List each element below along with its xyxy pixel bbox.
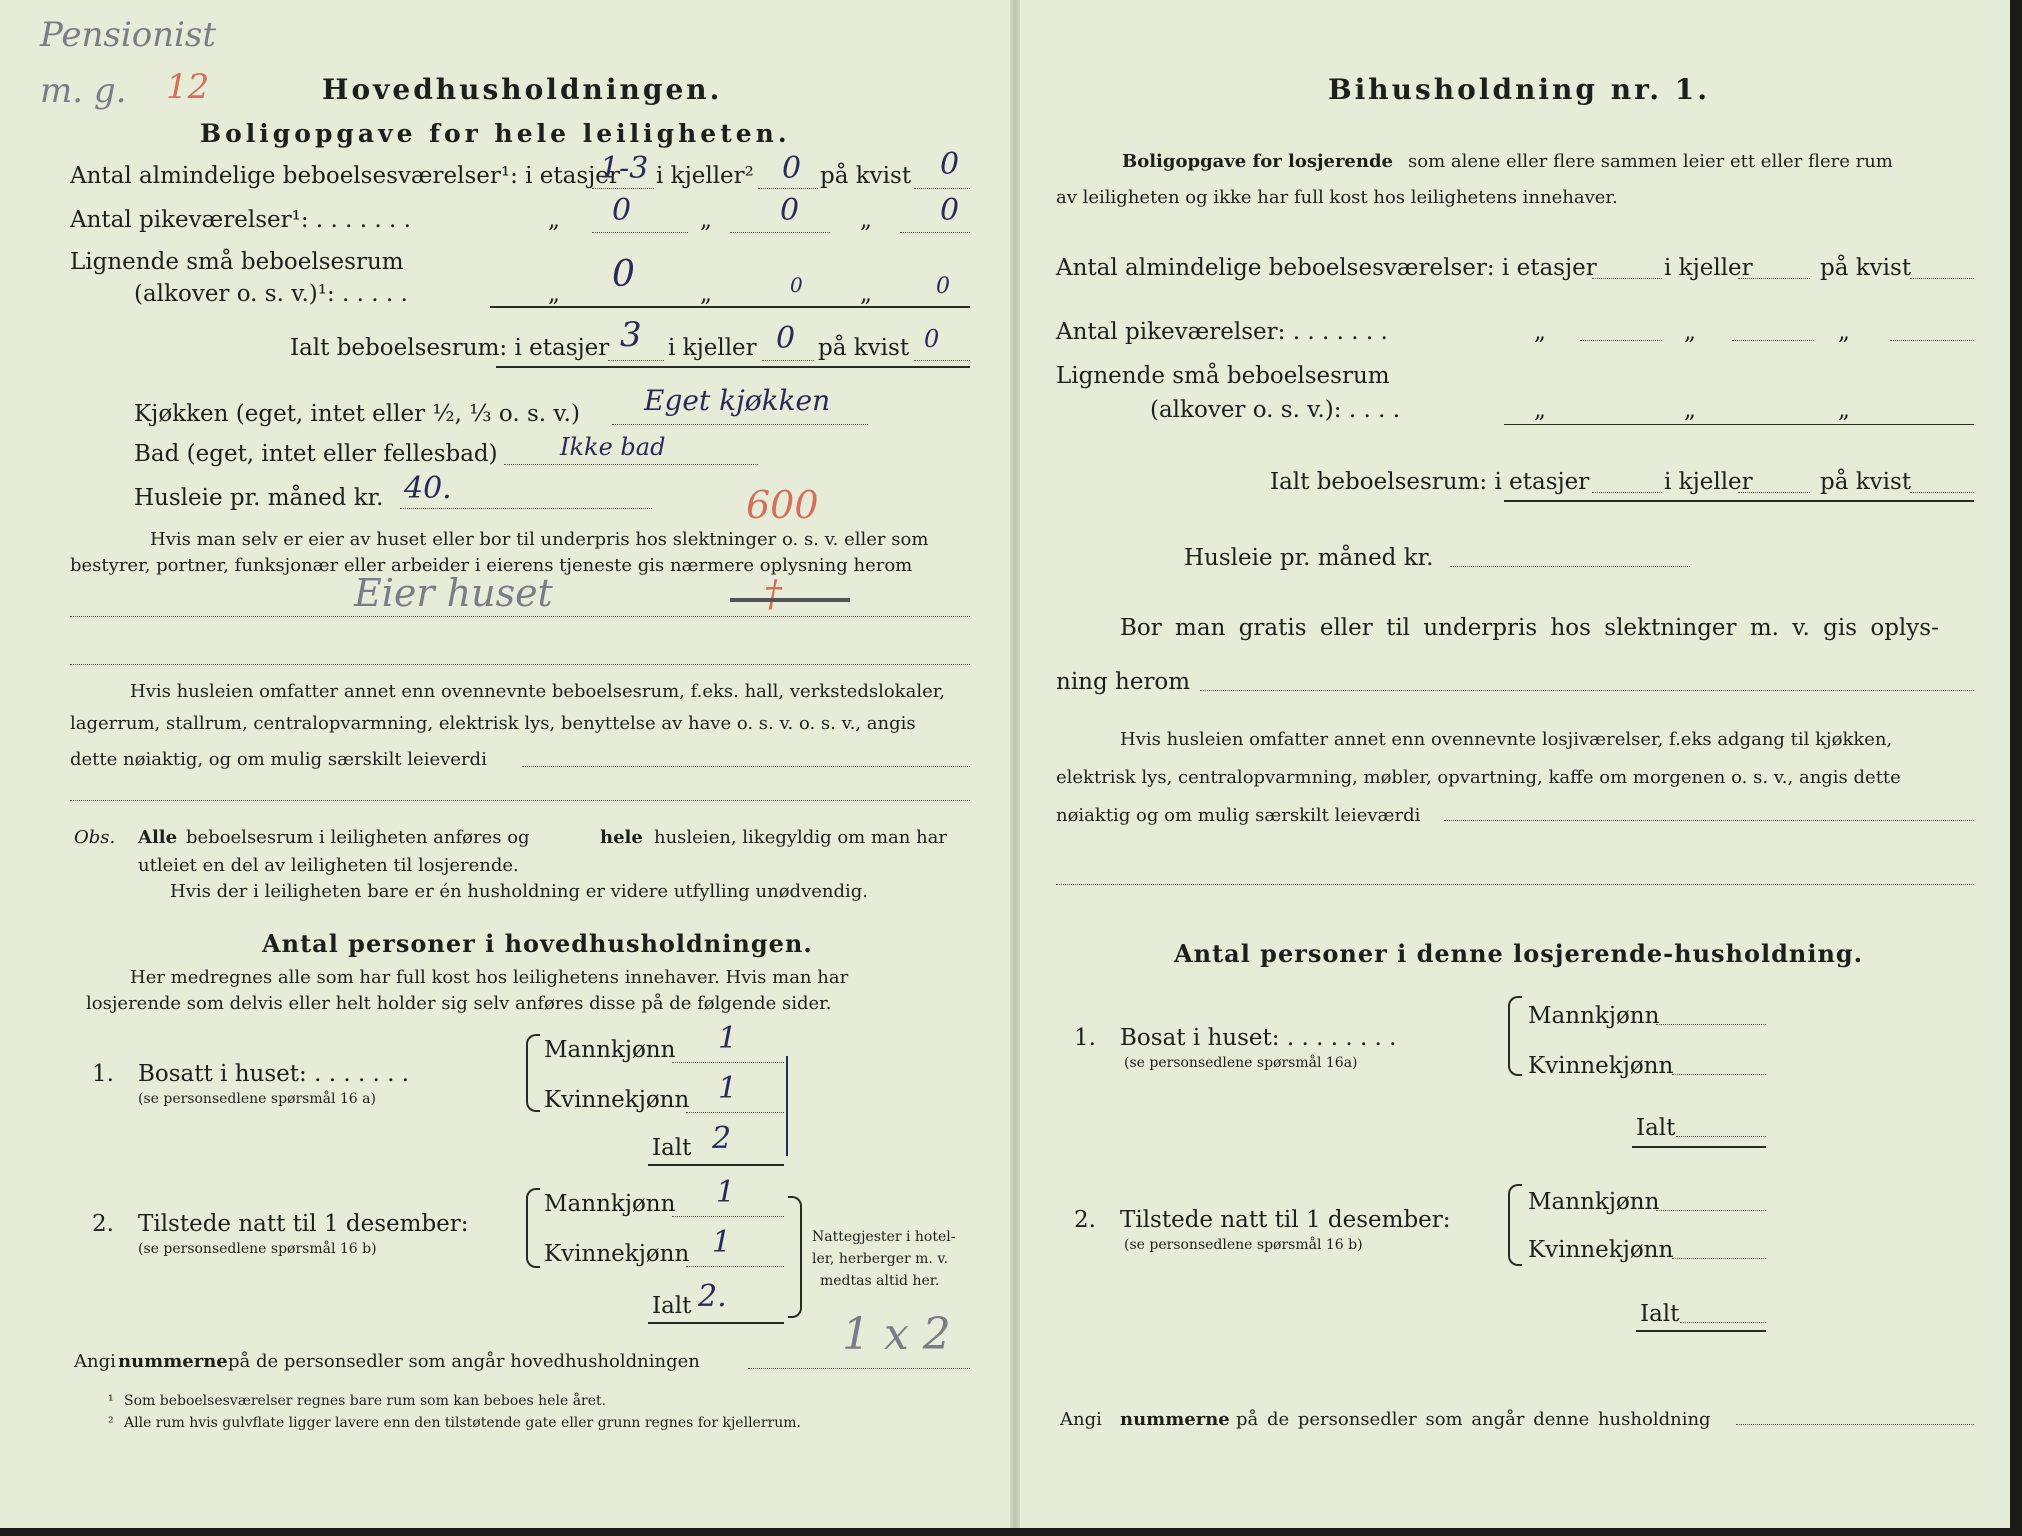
bath-label: Bad (eget, intet eller fellesbad) bbox=[134, 441, 498, 467]
present-label: Tilstede natt til 1 desember: bbox=[138, 1211, 469, 1237]
kitchen-label: Kjøkken (eget, intet eller ½, ⅓ o. s. v.) bbox=[134, 401, 580, 427]
ordinary-rooms-attic-value: 0 bbox=[940, 147, 960, 182]
maid-rooms-floors-value: 0 bbox=[612, 193, 632, 228]
sub-free-text-2: ning herom bbox=[1056, 669, 1191, 695]
total-rooms-attic-value: 0 bbox=[924, 325, 940, 353]
sub-present-label: Tilstede natt til 1 desember: bbox=[1120, 1207, 1451, 1233]
guests-note-3: medtas altid her. bbox=[820, 1273, 940, 1289]
margin-note-occupation: Pensionist bbox=[40, 15, 217, 55]
bath-value: Ikke bad bbox=[560, 433, 666, 461]
present-total-value: 2. bbox=[698, 1279, 727, 1314]
sub-free-text-1: Bor man gratis eller til underpris hos slektninger m. v. gis oplys- bbox=[1120, 615, 1939, 641]
sub-rent-label: Husleie pr. måned kr. bbox=[1184, 545, 1434, 571]
sub-maid-rooms-label: Antal pikeværelser: . . . . . . . bbox=[1056, 319, 1388, 345]
ordinary-rooms-floors-value: 1-3 bbox=[600, 151, 649, 186]
main-household-subtitle: Boligopgave for hele leiligheten. bbox=[200, 119, 791, 148]
margin-note-mg: m. g. bbox=[40, 71, 127, 111]
sub-resident-label: Bosat i huset: . . . . . . . . bbox=[1120, 1025, 1397, 1051]
footnote-1: Som beboelsesværelser regnes bare rum som kan beboes hele året. bbox=[124, 1393, 607, 1409]
owner-instruction-1: Hvis man selv er eier av huset eller bor til underpris hos slektninger o. s. v. eller som bbox=[150, 529, 929, 550]
sub-rent-includes-3: nøiaktig og om mulig særskilt leieværdi bbox=[1056, 805, 1421, 826]
page-fold bbox=[1010, 0, 1020, 1528]
rent-label: Husleie pr. måned kr. bbox=[134, 485, 384, 511]
total-rooms-floors-value: 3 bbox=[620, 315, 642, 355]
sub-household-title: Bihusholdning nr. 1. bbox=[1328, 73, 1710, 106]
sub-total-rooms-label: Ialt beboelsesrum: i etasjer bbox=[1270, 469, 1590, 495]
rent-pencil-note: 600 bbox=[746, 483, 819, 527]
owner-pencil-mark: † bbox=[764, 574, 782, 615]
resident-label: Bosatt i huset: . . . . . . . bbox=[138, 1061, 410, 1087]
numbers-label: på de personsedler som angår hovedhusholdningen bbox=[228, 1351, 700, 1372]
small-rooms-label: Lignende små beboelsesrum bbox=[70, 249, 404, 275]
maid-rooms-label: Antal pikeværelser¹: . . . . . . . bbox=[70, 207, 411, 233]
present-male-value: 1 bbox=[716, 1175, 736, 1210]
rent-includes-instruction-2: lagerrum, stallrum, centralopvarmning, elektrisk lys, benyttelse av have o. s. v. o. s. v., angis bbox=[70, 713, 916, 734]
maid-rooms-attic-value: 0 bbox=[940, 193, 960, 228]
owner-value: Eier huset bbox=[354, 571, 553, 615]
guests-note-1: Nattegjester i hotel- bbox=[812, 1229, 956, 1245]
small-rooms-cellar-value: 0 bbox=[790, 273, 803, 297]
small-rooms-floors-value: 0 bbox=[612, 254, 635, 295]
obs-label: Obs. bbox=[74, 827, 116, 848]
rent-includes-instruction-3: dette nøiaktig, og om mulig særskilt leieverdi bbox=[70, 749, 487, 770]
ordinary-rooms-label: Antal almindelige beboelsesværelser¹: i etasjer bbox=[70, 163, 620, 189]
main-household-page: Pensionist m. g. 12 Hovedhusholdningen. Boligopgave for hele leiligheten. Antal almindelige beboelsesværelser¹: i etasjer 1-3 i kjeller² 0 på kvist 0 Antal pikeværelser¹: . . . . . . . „ 0 „ 0 „ 0 Lignende små beboelsesrum (alkover o. s. v.)¹: . . . . . „ 0 „ 0 „ 0 Ialt beboelsesrum: i etasjer 3 i kjeller 0 på kvist 0 Kjøkken (eget, intet eller ½, ⅓ o. s. v.) Eget kjøkken Bad (eget, intet eller fellesbad) Ikke bad Husleie pr. måned kr. 40. 600 Hvis man selv er eier av huset eller bor til underpris hos slektninger o. s. v. eller som bestyrer, portner, funksjonær eller arbeider i eierens tjeneste gis nærmere oplysning herom Eier huset † Hvis husleien omfatter annet enn ovennevnte beboelsesrum, f.eks. hall, verkstedslokaler, lagerrum, stallrum, centralopvarmning, elektrisk lys, benyttelse av have o. s. v. o. s. v., angis dette nøiaktig, og om mulig særskilt leieverdi Obs. Alle beboelsesrum i leiligheten anføres og hele husleien, likegyldig om man har utleiet en del av leiligheten til losjerende. Hvis der i leiligheten bare er én husholdning er videre utfylling unødvendig. Antal personer i hovedhusholdningen. Her medregnes alle som har full kost hos leilighetens innehaver. Hvis man har losjerende som delvis eller helt holder sig selv anføres disse på de følgende sider. 1. Bosatt i huset: . . . . . . . (se personsedlene spørsmål 16 a) Mannkjønn 1 Kvinnekjønn 1 Ialt 2 2. Tilstede natt til 1 desember: (se personsedlene spørsmål 16 b) Mannkjønn 1 Kvinnekjønn 1 Ialt 2. Nattegjester i hotel- ler, herberger m. v. medtas altid her. Angi nummerne på de personsedler som angår hovedhusholdningen 1 x 2 ¹ Som beboelsesværelser regnes bare rum som kan beboes hele året. ² Alle rum hvis gulvflate ligger lavere enn den tilstøtende gate eller grunn regnes for kjellerrum. bbox=[0, 0, 1010, 1528]
sub-rent-includes-1: Hvis husleien omfatter annet enn ovennevnte losjiværelser, f.eks adgang til kjøkken, bbox=[1120, 729, 1893, 750]
small-rooms-attic-value: 0 bbox=[936, 274, 950, 299]
main-household-title: Hovedhusholdningen. bbox=[322, 73, 723, 106]
footnote-2: Alle rum hvis gulvflate ligger lavere enn den tilstøtende gate eller grunn regnes for kjellerrum. bbox=[124, 1415, 801, 1431]
margin-note-number: 12 bbox=[166, 67, 210, 107]
sub-small-rooms-label: Lignende små beboelsesrum bbox=[1056, 363, 1390, 389]
total-rooms-cellar-value: 0 bbox=[776, 321, 796, 356]
sub-rent-includes-2: elektrisk lys, centralopvarmning, møbler, opvartning, kaffe om morgenen o. s. v., angis dette bbox=[1056, 767, 1901, 788]
persons-title: Antal personer i hovedhusholdningen. bbox=[262, 929, 813, 958]
guests-note-2: ler, herberger m. v. bbox=[812, 1251, 949, 1267]
kitchen-value: Eget kjøkken bbox=[644, 384, 831, 417]
resident-total-value: 2 bbox=[712, 1121, 732, 1156]
persons-instruction-2: losjerende som delvis eller helt holder sig selv anføres disse på de følgende sider. bbox=[86, 993, 832, 1014]
resident-female-value: 1 bbox=[718, 1071, 738, 1106]
rent-value: 40. bbox=[404, 471, 452, 506]
persons-instruction-1: Her medregnes alle som har full kost hos leilighetens innehaver. Hvis man har bbox=[130, 967, 849, 988]
rent-includes-instruction-1: Hvis husleien omfatter annet enn ovennevnte beboelsesrum, f.eks. hall, verkstedslokaler, bbox=[130, 681, 946, 702]
sub-ordinary-rooms-label: Antal almindelige beboelsesværelser: i etasjer bbox=[1056, 255, 1597, 281]
owner-instruction-2: bestyrer, portner, funksjonær eller arbeider i eierens tjeneste gis nærmere oplysning herom bbox=[70, 555, 913, 576]
sub-intro-bold: Boligopgave for losjerende bbox=[1122, 151, 1394, 172]
maid-rooms-cellar-value: 0 bbox=[780, 193, 800, 228]
sub-household-page: Bihusholdning nr. 1. Boligopgave for losjerende som alene eller flere sammen leier ett eller flere rum av leiligheten og ikke har full kost hos leilighetens innehaver. Antal almindelige beboelsesværelser: i etasjer i kjeller på kvist Antal pikeværelser: . . . . . . . „ „ „ Lignende små beboelsesrum (alkover o. s. v.): . . . . „ „ „ Ialt beboelsesrum: i etasjer i kjeller på kvist Husleie pr. måned kr. Bor man gratis eller til underpris hos slektninger m. v. gis oplys- ning herom Hvis husleien omfatter annet enn ovennevnte losjiværelser, f.eks adgang til kjøkken, elektrisk lys, centralopvarmning, møbler, opvartning, kaffe om morgenen o. s. v., angis dette nøiaktig og om mulig særskilt leieværdi Antal personer i denne losjerende-husholdning. 1. Bosat i huset: . . . . . . . . (se personsedlene spørsmål 16a) Mannkjønn Kvinnekjønn Ialt 2. Tilstede natt til 1 desember: (se personsedlene spørsmål 16 b) Mannkjønn Kvinnekjønn Ialt Angi nummerne på de personsedler som angår denne husholdning bbox=[1020, 0, 2010, 1528]
sub-numbers-label: på de personsedler som angår denne husholdning bbox=[1236, 1409, 1711, 1430]
present-female-value: 1 bbox=[712, 1225, 732, 1260]
total-rooms-label: Ialt beboelsesrum: i etasjer bbox=[290, 335, 610, 361]
ordinary-rooms-cellar-value: 0 bbox=[782, 151, 802, 186]
numbers-value: 1 x 2 bbox=[842, 1309, 951, 1360]
sub-persons-title: Antal personer i denne losjerende-husholdning. bbox=[1174, 939, 1864, 968]
resident-male-value: 1 bbox=[718, 1021, 738, 1056]
